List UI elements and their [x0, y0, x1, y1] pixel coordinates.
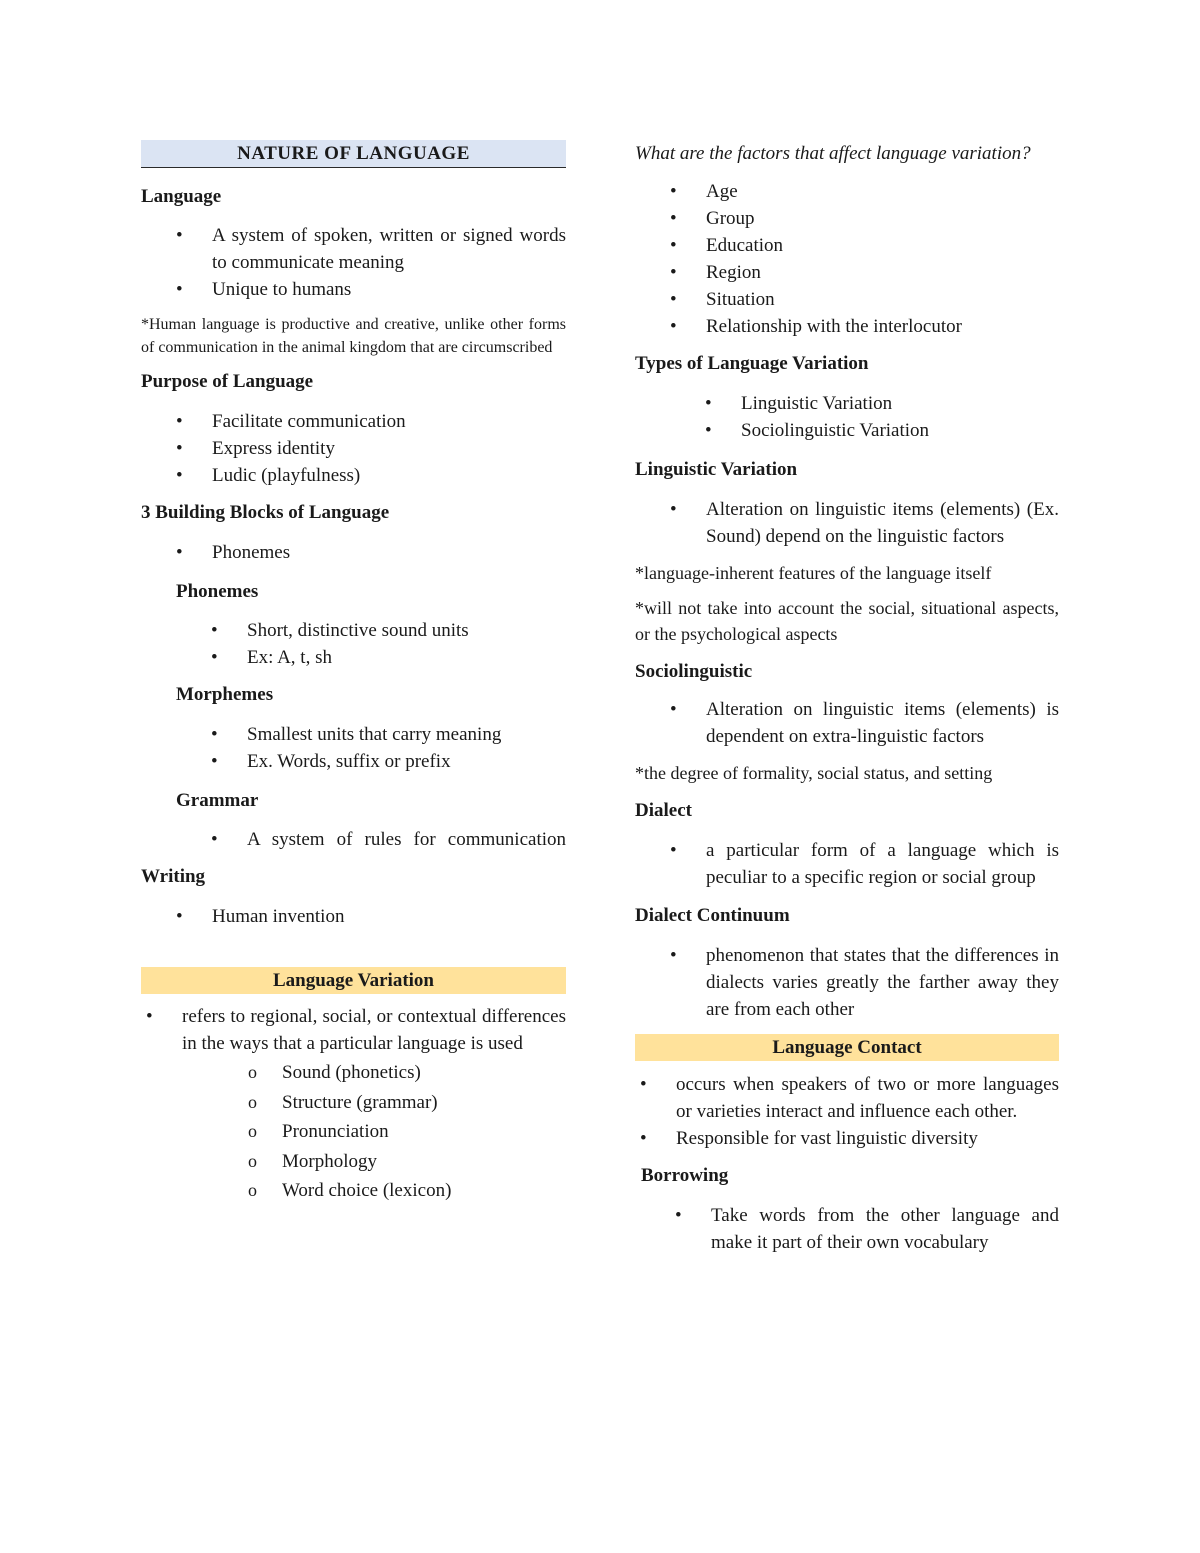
list-item: • Age: [706, 178, 1059, 205]
factors-question: What are the factors that affect language variation?: [635, 143, 1031, 164]
heading-sociolinguistic: Sociolinguistic: [635, 661, 753, 682]
list-item: • occurs when speakers of two or more languages or varieties interact and influence each other.: [676, 1071, 1059, 1125]
continuum-list: [706, 942, 1059, 1023]
list-item: • Group: [706, 205, 1059, 232]
page-title: NATURE OF LANGUAGE: [141, 140, 566, 168]
heading-dialect: Dialect: [635, 800, 692, 821]
heading-grammar: Grammar: [176, 790, 259, 811]
morphemes-list: [247, 721, 566, 775]
list-item: • phenomenon that states that the differences in dialects varies greatly the farther away they are from each other: [706, 942, 1059, 1023]
heading-phonemes: Phonemes: [176, 581, 259, 602]
sub-list-item: o Morphology: [282, 1147, 566, 1177]
grammar-text: A system of rules for communication: [247, 829, 566, 850]
list-item: • a particular form of a language which is peculiar to a specific region or social group: [706, 837, 1059, 891]
list-item: • refers to regional, social, or contextual differences in the ways that a particular language is used: [182, 1003, 566, 1057]
heading-purpose: Purpose of Language: [141, 371, 314, 392]
list-item: • Human invention: [212, 903, 566, 930]
list-item: • Unique to humans: [212, 276, 566, 303]
heading-borrowing: Borrowing: [641, 1165, 729, 1186]
linguistic-list: [706, 496, 1059, 550]
list-item: • Ludic (playfulness): [212, 462, 566, 489]
heading-writing: Writing: [141, 866, 206, 887]
heading-morphemes: Morphemes: [176, 684, 274, 705]
list-item: • Responsible for vast linguistic diversity: [676, 1125, 1059, 1152]
variation-sublist: [282, 1058, 566, 1206]
phonemes-list: [247, 617, 566, 671]
heading-types: Types of Language Variation: [635, 353, 869, 374]
list-item: • Ex. Words, suffix or prefix: [247, 748, 566, 775]
linguistic-note-1: *language-inherent features of the language itself: [635, 563, 992, 583]
list-item: • Take words from the other language and make it part of their own vocabulary: [711, 1202, 1059, 1256]
left-column: [141, 140, 566, 1206]
list-item: • Express identity: [212, 435, 566, 462]
heading-language: Language: [141, 186, 222, 207]
sub-list-item: o Sound (phonetics): [282, 1058, 566, 1088]
factors-list: [706, 178, 1059, 340]
writing-list: [212, 903, 566, 930]
banner-language-variation: Language Variation: [141, 967, 566, 994]
purpose-list: [212, 408, 566, 489]
list-item: • Situation: [706, 286, 1059, 313]
list-item: • A system of spoken, written or signed words to communicate meaning: [212, 222, 566, 276]
heading-dialect-continuum: Dialect Continuum: [635, 905, 790, 926]
list-item-grammar-line: [247, 826, 566, 853]
list-item: • Short, distinctive sound units: [247, 617, 566, 644]
types-list: [741, 390, 1059, 444]
dialect-list: [706, 837, 1059, 891]
language-note: *Human language is productive and creative, unlike other forms of communication in the animal kingdom that are circumscribed: [141, 316, 566, 356]
right-column: [635, 140, 1059, 1256]
list-item: • Region: [706, 259, 1059, 286]
language-list: [212, 222, 566, 303]
list-item: • Linguistic Variation: [741, 390, 1059, 417]
variation-list: [182, 1003, 566, 1057]
sub-list-item: o Pronunciation: [282, 1117, 566, 1147]
sociolinguistic-note: *the degree of formality, social status, and setting: [635, 763, 993, 783]
grammar-list: [247, 826, 566, 853]
list-item: • Phonemes: [212, 539, 566, 566]
list-item: • Alteration on linguistic items (elements) (Ex. Sound) depend on the linguistic factors: [706, 496, 1059, 550]
sociolinguistic-list: [706, 696, 1059, 750]
banner-language-contact: Language Contact: [635, 1034, 1059, 1061]
list-item: • Ex: A, t, sh: [247, 644, 566, 671]
sub-list-item: o Structure (grammar): [282, 1088, 566, 1118]
contact-list: [676, 1071, 1059, 1152]
heading-building-blocks: 3 Building Blocks of Language: [141, 502, 390, 523]
list-item: • Education: [706, 232, 1059, 259]
list-item: • Facilitate communication: [212, 408, 566, 435]
heading-linguistic-variation: Linguistic Variation: [635, 459, 798, 480]
sub-list-item: o Word choice (lexicon): [282, 1176, 566, 1206]
list-item: • Smallest units that carry meaning: [247, 721, 566, 748]
list-item: • Sociolinguistic Variation: [741, 417, 1059, 444]
list-item: • Relationship with the interlocutor: [706, 313, 1059, 340]
blocks-list: [212, 539, 566, 566]
linguistic-note-2: *will not take into account the social, situational aspects, or the psychological aspects: [635, 598, 1059, 644]
borrowing-list: [711, 1202, 1059, 1256]
list-item: • Alteration on linguistic items (elements) is dependent on extra-linguistic factors: [706, 696, 1059, 750]
